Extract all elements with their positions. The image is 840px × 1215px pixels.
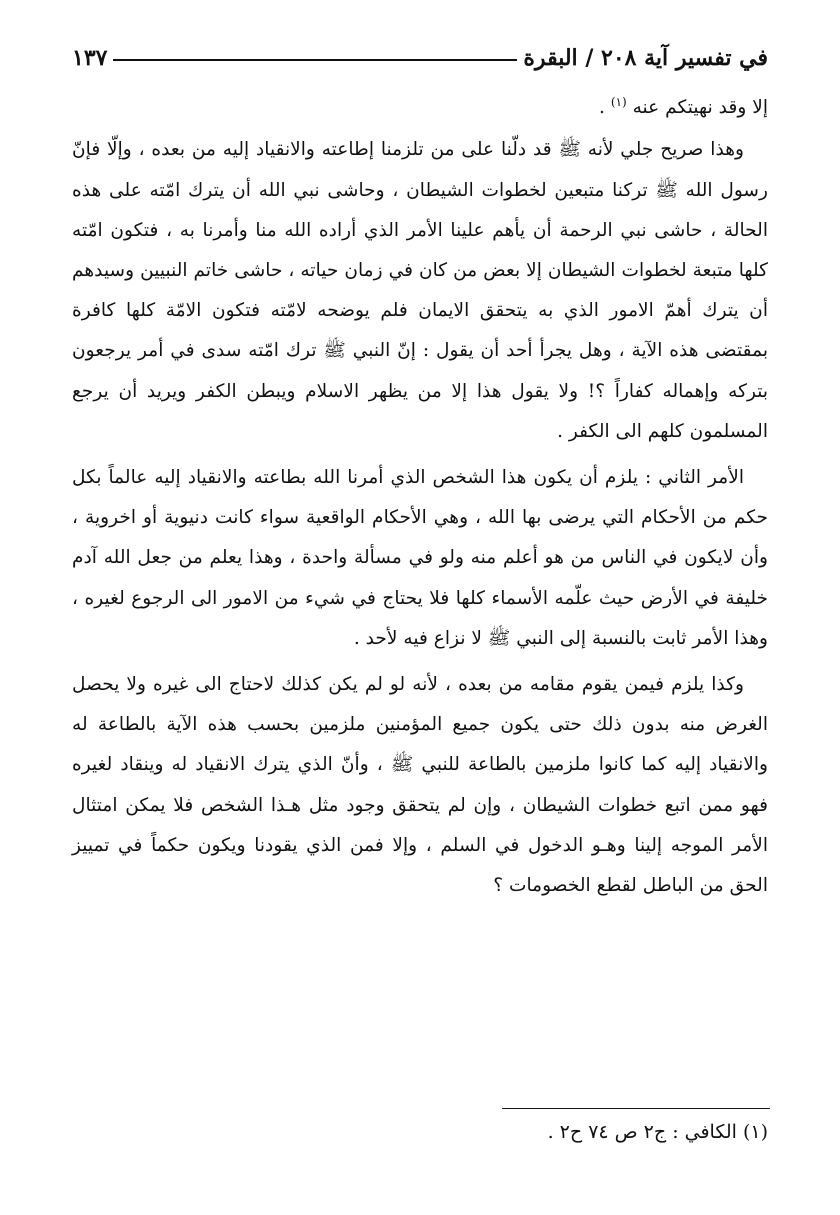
paragraph: وهذا صريح جلي لأنه ﷺ قد دلّنا على من تلزمنا إطاعته والانقياد إليه من بعده ، وإلّا فإنّ رسول الله ﷺ تركنا متبعين لخطوات الشيطان ، وحاشى نبي الله أن يترك امّته على هذه الحالة ، حاشى نبي الرحمة أن يأهم علينا الأمر الذي أراده الله منا وأمرنا به ، فتكون امّته كلها متبعة لخطوات الشيطان إلا بعض من كان في زمان حياته ، حاشى خاتم النبيين وسيدهم أن يترك أهمّ الامور الذي به يتحقق الايمان فلم يوضحه لامّته فتكون الامّة كلها كافرة بمقتضى هذه الآية ، وهل يجرأ أحد أن يقول : إنّ النبي ﷺ ترك امّته سدى في أمر يرجعون بتركه وإهماله كفاراً ؟! ولا يقول هذا إلا من يظهر الاسلام ويبطن الكفر ويريد أن يرجع المسلمون كلهم الى الكفر .: [72, 139, 768, 442]
paragraph: الأمر الثاني : يلزم أن يكون هذا الشخص الذي أمرنا الله بطاعته والانقياد إليه عالماً بكل حكم من الأحكام التي يرضى بها الله ، وهي الأحكام الواقعية سواء كانت دنيوية أو اخروية ، وأن لايكون في الناس من هو أعلم منه ولو في مسألة واحدة ، وهذا يعلم من جعل الله آدم خليفة في الأرض حيث علّمه الأسماء كلها فلا يحتاج في شيء من الامور الى الرجوع لغيره ، وهذا الأمر ثابت بالنسبة إلى النبي ﷺ لا نزاع فيه لأحد .: [72, 467, 768, 649]
page-number: ١٣٧: [72, 45, 108, 71]
paragraph-continuation: إلا وقد نهيتكم عنه $^{(١)}$ .: [599, 95, 768, 119]
header-title: في تفسير آية ٢٠٨ / البقرة: [523, 45, 768, 71]
footnote: (١) الكافي : ج٢ ص ٧٤ ح٢ .: [547, 1121, 768, 1143]
paragraph-text: إلا وقد نهيتكم عنه: [632, 97, 768, 119]
paragraph: وكذا يلزم فيمن يقوم مقامه من بعده ، لأنه لو لم يكن كذلك لاحتاج الى غيره ولا يحصل الغرض منه بدون ذلك حتى يكون جميع المؤمنين ملزمين بحسب هذه الآية بالطاعة له والانقياد إليه كما كانوا ملزمين بالطاعة للنبي ﷺ ، وأنّ الذي يترك الانقياد له وينقاد لغيره فهو ممن اتبع خطوات الشيطان ، وإن لم يتحقق وجود مثل هـذا الشخص فلا يمكن امتثال الأمر الموجه إلينا وهـو الدخول في السلم ، وإلا فمن الذي يقودنا ويكون حكماً في تمييز الحق من الباطل لقطع الخصومات ؟: [72, 674, 768, 897]
running-header: [72, 38, 768, 78]
footnote-reference: (١): [610, 95, 627, 109]
body-text: [72, 82, 768, 906]
header-rule: [113, 59, 517, 61]
footnote-divider: [502, 1108, 770, 1109]
